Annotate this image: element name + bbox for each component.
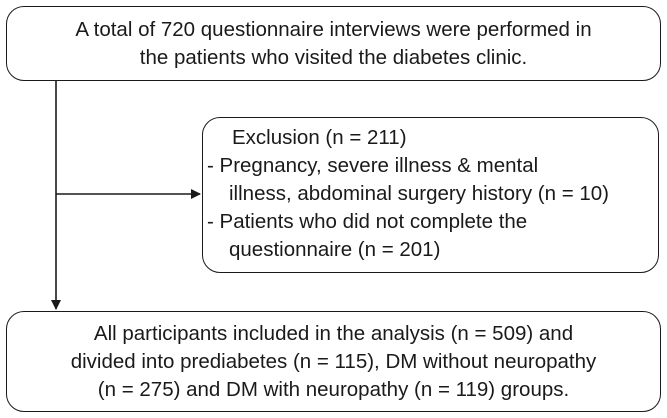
analysis-line-2: divided into prediabetes (n = 115), DM without neuropathy (70, 350, 597, 373)
exclusion-item-2-line-2: questionnaire (n = 201) (229, 238, 441, 261)
exclusion-box (202, 117, 659, 273)
exclusion-title: Exclusion (n = 211) (232, 126, 407, 149)
analysis-line-1: All participants included in the analysis (n = 509) and (93, 322, 574, 345)
enrollment-box (6, 6, 661, 81)
exclusion-item-1-line-1: - Pregnancy, severe illness & mental (207, 154, 539, 177)
analysis-line-3: (n = 275) and DM with neuropathy (n = 119) groups. (97, 378, 570, 401)
exclusion-item-1-line-2: illness, abdominal surgery history (n = 10) (229, 182, 609, 205)
enrollment-line-1: A total of 720 questionnaire interviews were performed in (75, 18, 592, 41)
analysis-box (6, 311, 661, 412)
exclusion-item-2-line-1: - Patients who did not complete the (207, 210, 528, 233)
enrollment-line-2: the patients who visited the diabetes clinic. (139, 46, 528, 69)
